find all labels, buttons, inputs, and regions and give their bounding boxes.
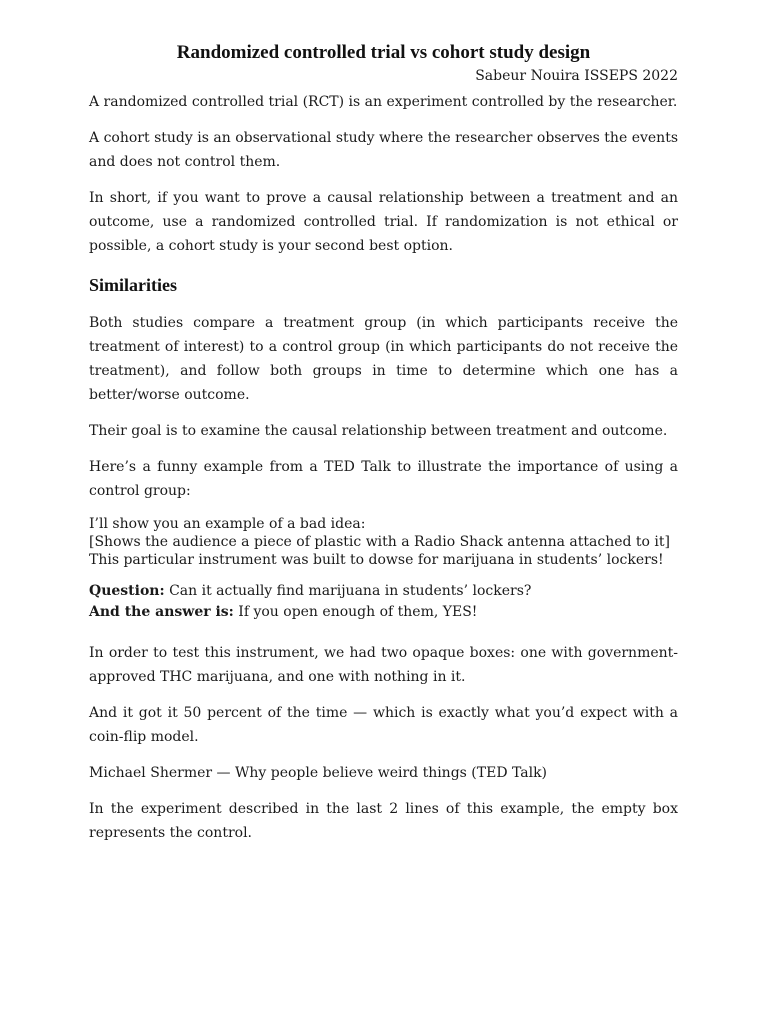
question-answer-block <box>89 581 678 623</box>
closing-paragraph-control: In the experiment described in the last 2 lines of this example, the empty box represents the control. <box>89 801 678 841</box>
answer-label: And the answer is: <box>89 604 234 620</box>
quote-line: [Shows the audience a piece of plastic with a Radio Shack antenna attached to it] <box>89 534 670 550</box>
section-heading-similarities: Similarities <box>89 275 177 295</box>
closing-paragraph-result: And it got it 50 percent of the time — which is exactly what you’d expect with a coin-flip model. <box>89 705 678 745</box>
intro-paragraph-rct: A randomized controlled trial (RCT) is an experiment controlled by the researcher. <box>89 94 678 110</box>
document-author: Sabeur Nouira ISSEPS 2022 <box>475 68 678 84</box>
similarities-paragraph-compare: Both studies compare a treatment group (in which participants receive the treatment of interest) to a control group (in which participants do not receive the treatment), and follow both groups in time to determine which one has a better/worse outcome. <box>89 315 678 403</box>
intro-paragraph-cohort: A cohort study is an observational study where the researcher observes the events and does not control them. <box>89 130 678 170</box>
answer-text: If you open enough of them, YES! <box>233 604 478 620</box>
document-title: Randomized controlled trial vs cohort study design <box>176 42 591 63</box>
similarities-paragraph-goal: Their goal is to examine the causal relationship between treatment and outcome. <box>89 423 668 439</box>
document-page <box>89 40 678 857</box>
answer-line <box>89 602 678 623</box>
intro-paragraph-summary: In short, if you want to prove a causal relationship between a treatment and an outcome, use a randomized controlled trial. If randomization is not ethical or possible, a cohort study is your second best option. <box>89 190 678 254</box>
ted-quote-block <box>89 515 678 569</box>
quote-line: I’ll show you an example of a bad idea: <box>89 516 366 532</box>
question-text: Can it actually find marijuana in students’ lockers? <box>164 583 532 599</box>
similarities-paragraph-example-intro: Here’s a funny example from a TED Talk to illustrate the importance of using a control group: <box>89 459 678 499</box>
closing-paragraph-citation: Michael Shermer — Why people believe weird things (TED Talk) <box>89 765 548 781</box>
question-line <box>89 581 678 602</box>
quote-line: This particular instrument was built to dowse for marijuana in students’ lockers! <box>89 552 664 568</box>
closing-paragraph-test: In order to test this instrument, we had two opaque boxes: one with government-approved THC marijuana, and one with nothing in it. <box>89 645 678 685</box>
question-label: Question: <box>89 583 165 599</box>
